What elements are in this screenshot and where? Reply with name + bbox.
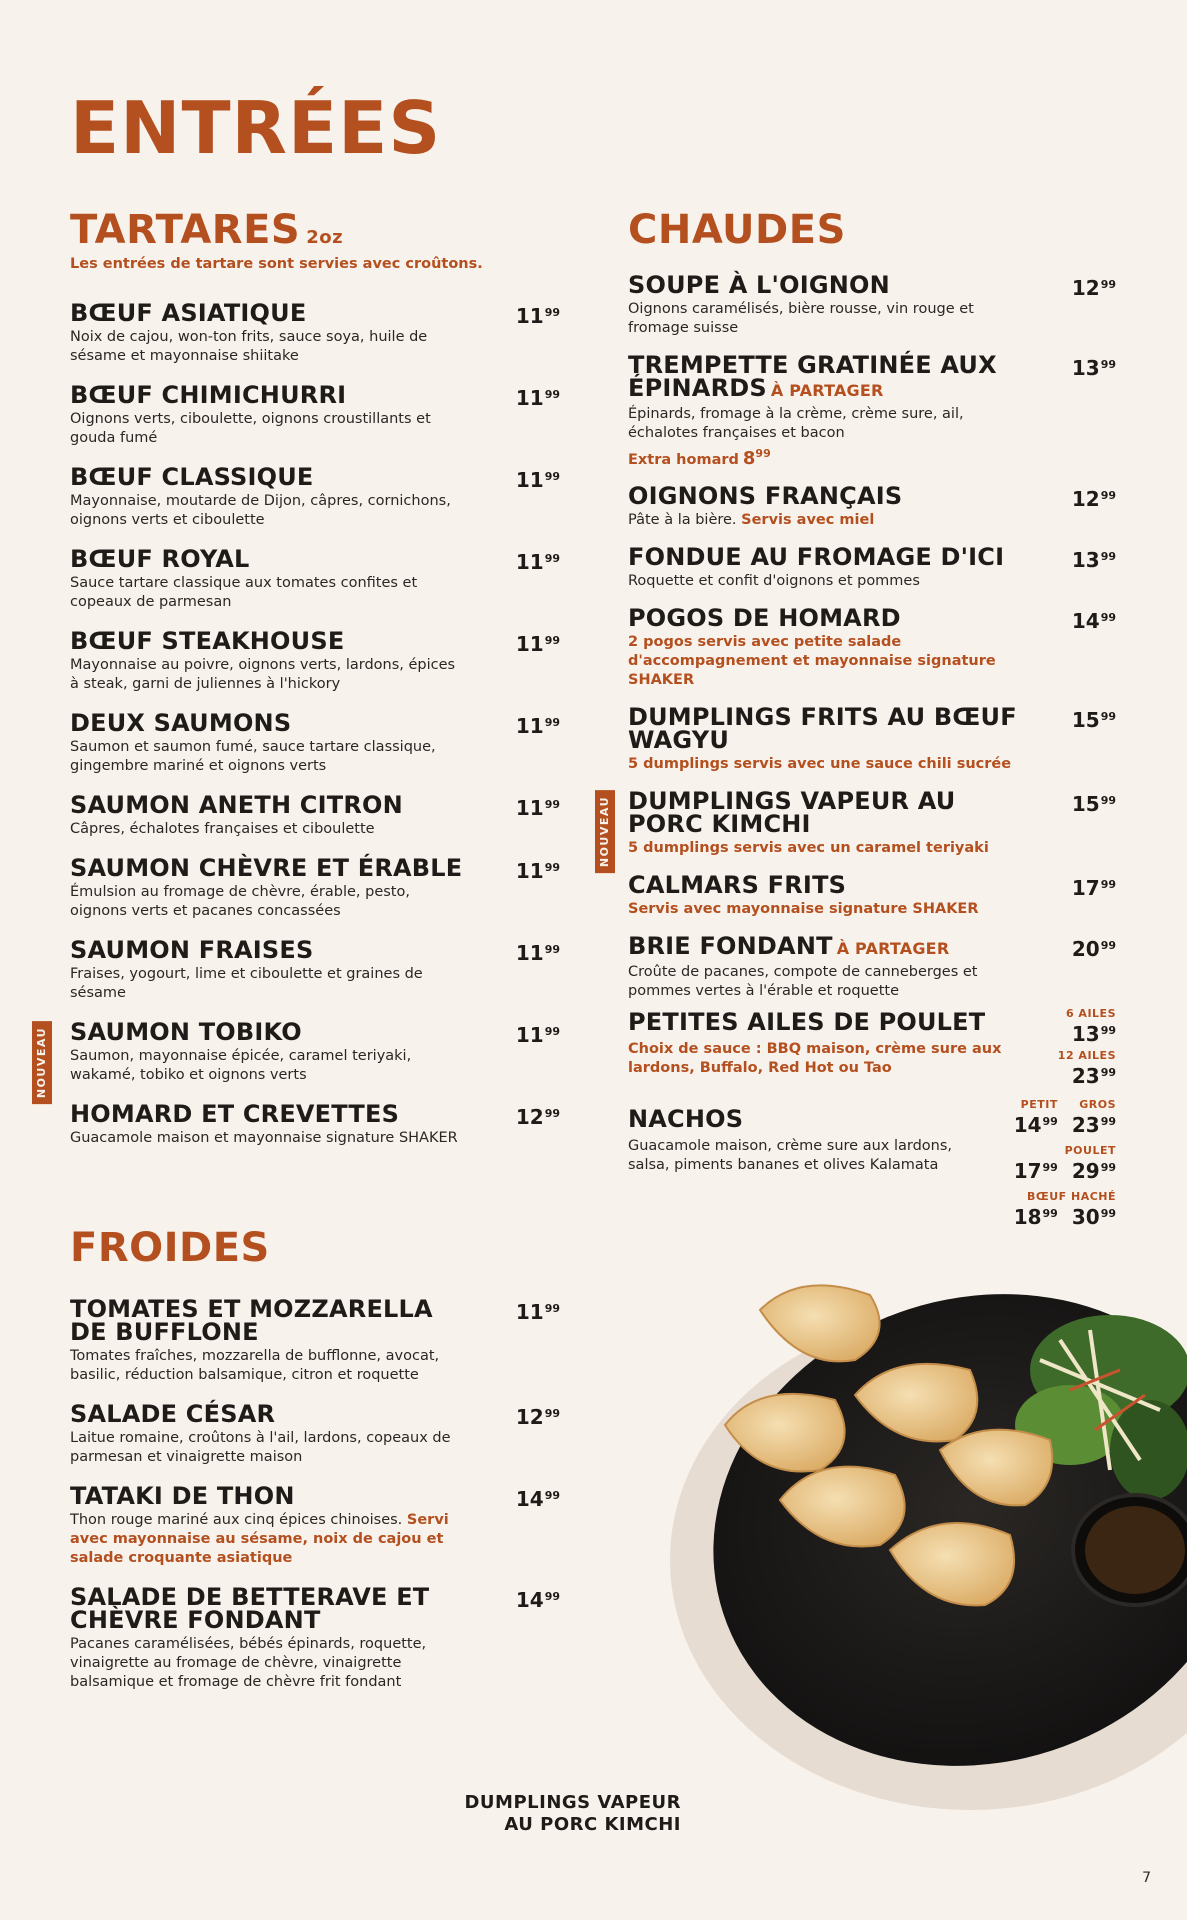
item-extra: Extra homard $8^{99}$: [628, 447, 771, 469]
item-name: DUMPLINGS VAPEUR AU PORC KIMCHI: [628, 787, 956, 838]
menu-item-boeuf-steakhouse: [70, 627, 560, 694]
froides-list: [70, 1295, 560, 1692]
item-name: CALMARS FRITS: [628, 871, 847, 899]
item-desc: Guacamole maison et mayonnaise signature SHAKER: [70, 1130, 458, 1146]
tartares-note: Les entrées de tartare sont servies avec croûtons.: [70, 256, 483, 272]
menu-item-dumplings-vapeur-au-porc-kimchi: [598, 787, 1116, 868]
nachos-poulet-petit: $17^{99}$: [1013, 1159, 1058, 1183]
chaudes-title: CHAUDES: [628, 207, 846, 253]
item-price: $11^{99}$: [515, 468, 560, 492]
ailes-6-label: 6 AILES: [1065, 1007, 1116, 1020]
item-desc: Mayonnaise au poivre, oignons verts, lardons, épices à steak, garni de juliennes à l'hickory: [70, 657, 456, 692]
item-name: DUMPLINGS FRITS AU BŒUF WAGYU: [628, 703, 1017, 754]
item-price: $11^{99}$: [515, 550, 560, 574]
item-desc: Roquette et confit d'oignons et pommes: [628, 573, 920, 589]
ailes-12-label: 12 AILES: [1057, 1049, 1116, 1062]
item-desc: Saumon, mayonnaise épicée, caramel teriyaki, wakamé, tobiko et oignons verts: [70, 1048, 412, 1083]
item-price: $15^{99}$: [1071, 792, 1116, 816]
item-price: $12^{99}$: [515, 1105, 560, 1129]
item-desc-accent: 2 pogos servis avec petite salade d'accompagnement et mayonnaise signature SHAKER: [628, 634, 996, 688]
chaudes-section: [598, 207, 1116, 1229]
item-price: $11^{99}$: [515, 632, 560, 656]
item-desc: [628, 755, 1024, 774]
item-name: BRIE FONDANT À PARTAGER: [628, 932, 950, 960]
item-name: BŒUF ROYAL: [70, 545, 250, 573]
item-desc: Fraises, yogourt, lime et ciboulette et graines de sésame: [70, 966, 423, 1001]
menu-item-tomates-et-mozzarella-de-bufflone: [70, 1295, 560, 1385]
item-desc: Tomates fraîches, mozzarella de bufflonne, avocat, basilic, réduction balsamique, citron et roquette: [70, 1348, 440, 1383]
item-desc: [628, 633, 1024, 690]
item-price: $11^{99}$: [515, 1300, 560, 1324]
nachos-gros-label: GROS: [1079, 1098, 1116, 1111]
item-desc: Pâte à la bière. Servis avec miel: [628, 512, 875, 528]
item-price: $12^{99}$: [515, 1405, 560, 1429]
item-name: BŒUF CHIMICHURRI: [70, 381, 347, 409]
item-name: FONDUE AU FROMAGE D'ICI: [628, 543, 1005, 571]
menu-item-fondue-au-fromage-d-ici: [628, 543, 1116, 591]
nouveau-badge: NOUVEAU: [32, 1021, 52, 1104]
item-desc-accent: 5 dumplings servis avec un caramel teriyaki: [628, 840, 989, 856]
item-desc: Oignons caramélisés, bière rousse, vin rouge et fromage suisse: [628, 301, 974, 336]
item-name: NACHOS: [628, 1105, 744, 1133]
item-name: POGOS DE HOMARD: [628, 604, 901, 632]
nachos-gros-price: $23^{99}$: [1071, 1113, 1116, 1137]
menu-item-brie-fondant: [628, 932, 1116, 1001]
tartares-section: [35, 207, 560, 1148]
item-name: SAUMON TOBIKO: [70, 1018, 302, 1046]
menu-item-boeuf-royal: [70, 545, 560, 612]
froides-section: [70, 1225, 560, 1692]
item-desc: Choix de sauce : BBQ maison, crème sure aux lardons, Buffalo, Red Hot ou Tao: [628, 1041, 1002, 1076]
item-desc: Noix de cajou, won-ton frits, sauce soya, huile de sésame et mayonnaise shiitake: [70, 329, 428, 364]
item-desc: [628, 900, 1024, 919]
item-desc: Câpres, échalotes françaises et ciboulette: [70, 821, 375, 837]
item-name: TOMATES ET MOZZARELLA DE BUFFLONE: [70, 1295, 433, 1346]
item-price: $20^{99}$: [1071, 937, 1116, 961]
menu-item-oignons-francais: [628, 482, 1116, 530]
nachos-poulet-label: POULET: [1064, 1144, 1116, 1157]
ailes-6-price: $13^{99}$: [1071, 1022, 1116, 1046]
nachos-boeuf-petit: $18^{99}$: [1013, 1205, 1058, 1229]
tartares-size: 2oz: [306, 227, 344, 248]
item-price: $11^{99}$: [515, 1023, 560, 1047]
item-desc: Épinards, fromage à la crème, crème sure, ail, échalotes françaises et bacon: [628, 406, 964, 441]
item-price: $11^{99}$: [515, 304, 560, 328]
menu-item-saumon-fraises: [70, 936, 560, 1003]
menu-item-ailes: [628, 1007, 1116, 1088]
item-name: SOUPE À L'OIGNON: [628, 271, 890, 299]
item-price: $12^{99}$: [1071, 487, 1116, 511]
page-title: ENTRÉES: [70, 86, 442, 170]
item-price: $14^{99}$: [515, 1487, 560, 1511]
item-price: $13^{99}$: [1071, 356, 1116, 380]
item-price: $11^{99}$: [515, 714, 560, 738]
nachos-petit-price: $14^{99}$: [1013, 1113, 1058, 1137]
page-number: 7: [1142, 1870, 1151, 1886]
tartares-list: [35, 299, 560, 1148]
menu-item-boeuf-classique: [70, 463, 560, 530]
item-name: HOMARD ET CREVETTES: [70, 1100, 400, 1128]
item-desc: Thon rouge mariné aux cinq épices chinoises. Servi avec mayonnaise au sésame, noix de cajou et salade croquante asiatique: [70, 1512, 449, 1566]
menu-item-dumplings-frits-au-boeuf-wagyu: [628, 703, 1116, 774]
menu-item-trempette-gratinee-aux-epinards: [628, 351, 1116, 469]
nachos-boeuf-label: BŒUF HACHÉ: [1026, 1190, 1116, 1203]
chaudes-list: [598, 271, 1116, 1001]
nachos-petit-label: PETIT: [1020, 1098, 1058, 1111]
nouveau-badge: NOUVEAU: [595, 790, 615, 873]
menu-item-homard-et-crevettes: [70, 1100, 560, 1148]
item-price: $14^{99}$: [1071, 609, 1116, 633]
tartares-title: TARTARES 2oz: [70, 207, 344, 253]
item-desc: [628, 839, 1024, 858]
item-name: DEUX SAUMONS: [70, 709, 292, 737]
item-desc: Émulsion au fromage de chèvre, érable, pesto, oignons verts et pacanes concassées: [70, 884, 410, 919]
item-name: BŒUF CLASSIQUE: [70, 463, 314, 491]
dumplings-photo: [640, 1220, 1187, 1850]
ailes-12-price: $23^{99}$: [1071, 1064, 1116, 1088]
item-desc: Mayonnaise, moutarde de Dijon, câpres, cornichons, oignons verts et ciboulette: [70, 493, 451, 528]
item-desc: Croûte de pacanes, compote de canneberges et pommes vertes à l'érable et roquette: [628, 964, 978, 999]
item-price: $17^{99}$: [1071, 876, 1116, 900]
item-desc: Pacanes caramélisées, bébés épinards, roquette, vinaigrette au fromage de chèvre, vinaigrette balsamique et fromage de chèvre frit fondant: [70, 1636, 427, 1690]
item-desc-accent: Servi avec mayonnaise au sésame, noix de cajou et salade croquante asiatique: [70, 1512, 449, 1566]
item-desc-accent: Servis avec mayonnaise signature SHAKER: [628, 901, 979, 917]
menu-item-tataki-de-thon: [70, 1482, 560, 1568]
extra-price: $8^{99}$: [742, 447, 771, 469]
nachos-prices: [1014, 1098, 1116, 1228]
menu-item-boeuf-asiatique: [70, 299, 560, 366]
item-desc-accent: Servis avec miel: [741, 512, 875, 528]
item-price: $13^{99}$: [1071, 548, 1116, 572]
menu-item-saumon-chevre-et-erable: [70, 854, 560, 921]
item-name: TREMPETTE GRATINÉE AUX ÉPINARDS À PARTAGER: [628, 351, 997, 402]
ailes-prices: [1058, 1007, 1116, 1087]
item-name: SAUMON ANETH CITRON: [70, 791, 403, 819]
item-name: BŒUF ASIATIQUE: [70, 299, 307, 327]
menu-item-soupe-a-l-oignon: [628, 271, 1116, 338]
item-name: TATAKI DE THON: [70, 1482, 295, 1510]
froides-title: FROIDES: [70, 1225, 270, 1271]
item-price: $11^{99}$: [515, 941, 560, 965]
item-price: $11^{99}$: [515, 859, 560, 883]
item-name: PETITES AILES DE POULET: [628, 1008, 986, 1036]
item-desc: Saumon et saumon fumé, sauce tartare classique, gingembre mariné et oignons verts: [70, 739, 436, 774]
item-desc: Sauce tartare classique aux tomates confites et copeaux de parmesan: [70, 575, 418, 610]
menu-item-salade-de-betterave-et-chevre-fondant: [70, 1583, 560, 1692]
item-desc: Oignons verts, ciboulette, oignons croustillants et gouda fumé: [70, 411, 431, 446]
item-desc-accent: 5 dumplings servis avec une sauce chili sucrée: [628, 756, 1012, 772]
item-tag: À PARTAGER: [836, 939, 950, 958]
menu-item-pogos-de-homard: [628, 604, 1116, 690]
nachos-poulet-gros: $29^{99}$: [1071, 1159, 1116, 1183]
item-price: $11^{99}$: [515, 386, 560, 410]
item-price: $11^{99}$: [515, 796, 560, 820]
item-desc: Guacamole maison, crème sure aux lardons, salsa, piments bananes et olives Kalamata: [628, 1138, 953, 1173]
item-price: $12^{99}$: [1071, 276, 1116, 300]
photo-caption: DUMPLINGS VAPEUR AU PORC KIMCHI: [464, 1792, 681, 1835]
item-price: $15^{99}$: [1071, 708, 1116, 732]
item-price: $14^{99}$: [515, 1588, 560, 1612]
item-desc: Laitue romaine, croûtons à l'ail, lardons, copeaux de parmesan et vinaigrette maison: [70, 1430, 451, 1465]
item-tag: À PARTAGER: [770, 381, 884, 400]
menu-item-salade-cesar: [70, 1400, 560, 1467]
item-name: SAUMON CHÈVRE ET ÉRABLE: [70, 854, 463, 882]
menu-item-deux-saumons: [70, 709, 560, 776]
menu-item-boeuf-chimichurri: [70, 381, 560, 448]
item-name: OIGNONS FRANÇAIS: [628, 482, 903, 510]
menu-item-saumon-aneth-citron: [70, 791, 560, 839]
menu-item-saumon-tobiko: [35, 1018, 560, 1099]
nachos-boeuf-gros: $30^{99}$: [1071, 1205, 1116, 1229]
menu-item-nachos: [628, 1098, 1116, 1229]
menu-item-calmars-frits: [628, 871, 1116, 919]
item-name: BŒUF STEAKHOUSE: [70, 627, 345, 655]
item-name: SALADE CÉSAR: [70, 1400, 276, 1428]
item-name: SAUMON FRAISES: [70, 936, 314, 964]
item-name: SALADE DE BETTERAVE ET CHÈVRE FONDANT: [70, 1583, 430, 1634]
